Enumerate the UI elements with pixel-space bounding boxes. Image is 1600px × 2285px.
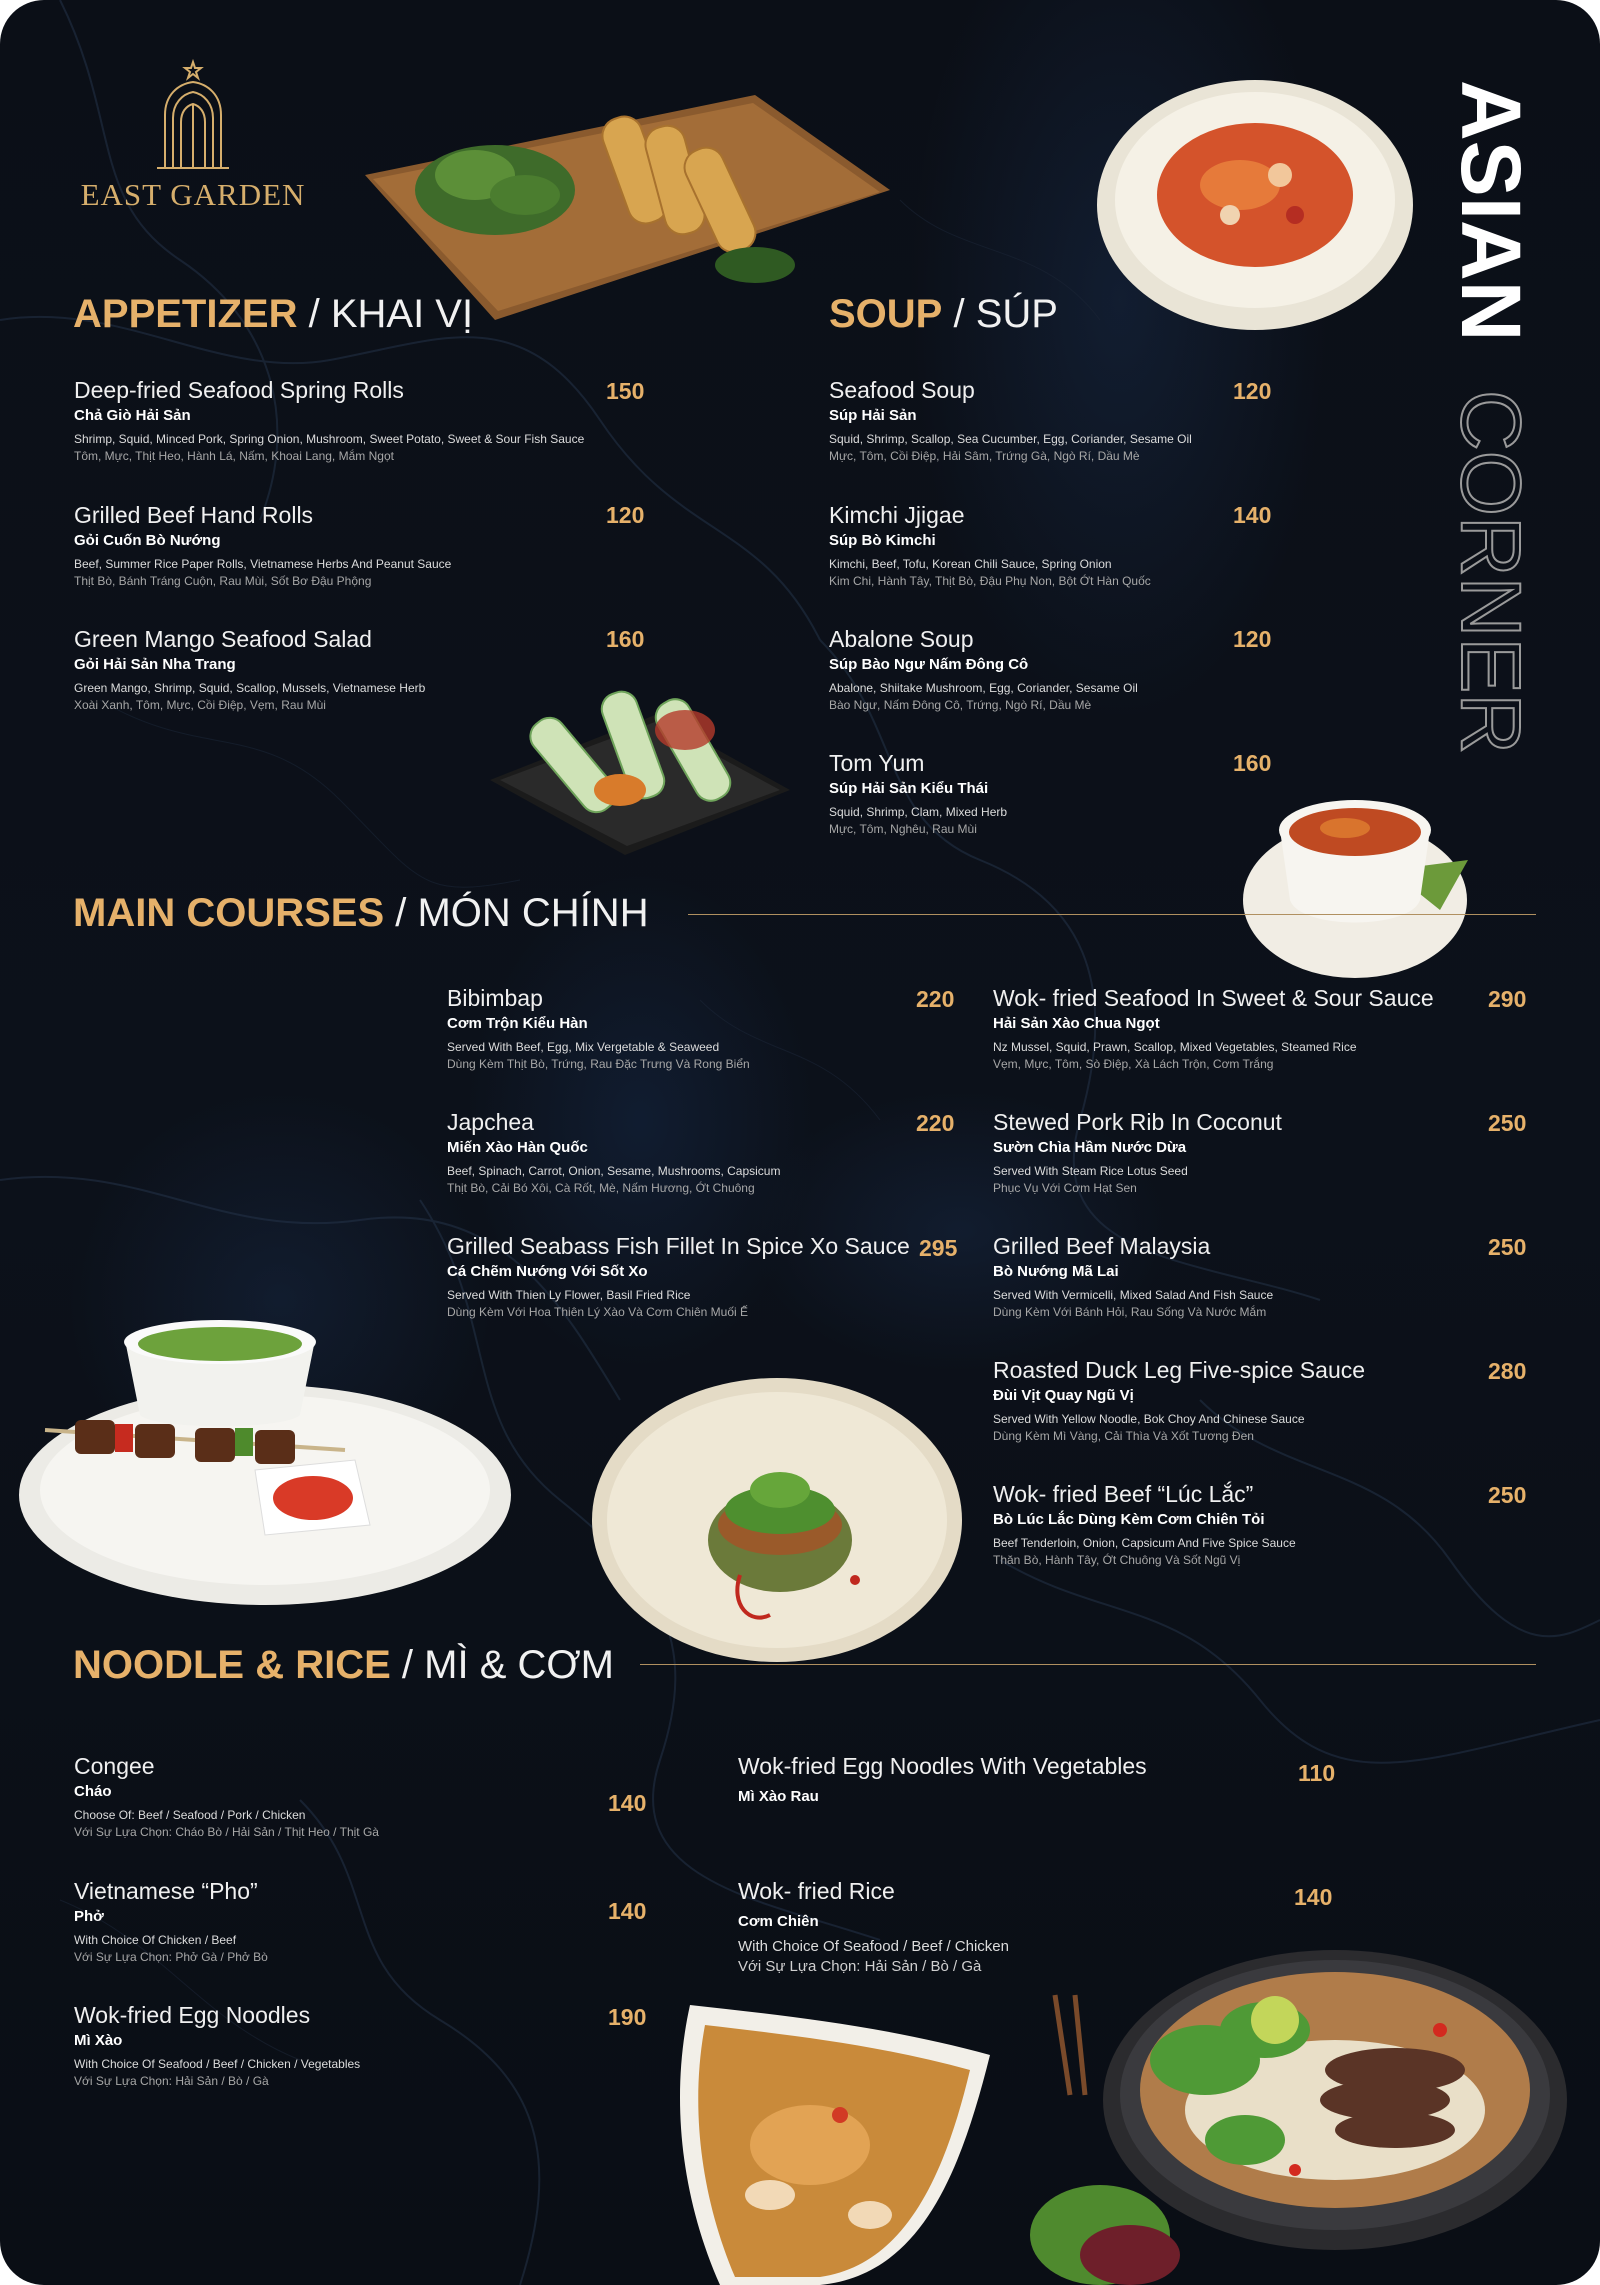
noodle-title: NOODLE & RICE <box>73 1643 391 1687</box>
item-name-vn: Súp Bào Ngư Nấm Đông Cô <box>829 656 1029 673</box>
menu-item-duck-leg <box>993 1357 1365 1443</box>
item-name-vn: Súp Hải Sản Kiểu Thái <box>829 780 989 797</box>
item-description-vn: Với Sự Lựa Chọn: Hải Sản / Bò / Gà <box>738 1958 982 1975</box>
main-title-vn: MÓN CHÍNH <box>417 891 649 935</box>
item-description: With Choice Of Seafood / Beef / Chicken / Vegetables <box>74 2057 361 2071</box>
appetizer-title: APPETIZER <box>73 292 298 336</box>
menu-item-mango-salad <box>74 626 425 712</box>
item-price: 250 <box>1488 1482 1527 1508</box>
appetizer-title-sep: / <box>297 292 331 336</box>
menu-item-egg-noodles <box>74 2002 360 2088</box>
item-price: 140 <box>1233 502 1272 528</box>
item-name-vn: Bò Nướng Mã Lai <box>993 1263 1119 1280</box>
item-name: Roasted Duck Leg Five-spice Sauce <box>993 1357 1366 1383</box>
item-description: Beef, Summer Rice Paper Rolls, Vietnamese Herbs And Peanut Sauce <box>74 557 452 571</box>
item-name-vn: Mì Xào Rau <box>738 1788 819 1805</box>
item-name-vn: Súp Hải Sản <box>829 407 917 424</box>
item-description: Abalone, Shiitake Mushroom, Egg, Coriander, Sesame Oil <box>829 681 1138 695</box>
item-name: Grilled Seabass Fish Fillet In Spice Xo Sauce <box>447 1233 910 1259</box>
item-price: 140 <box>608 1790 647 1816</box>
menu-item-sweet-sour-seafood <box>993 985 1434 1071</box>
vertical-title-bold: ASIAN <box>1444 80 1538 342</box>
item-price: 140 <box>608 1898 647 1924</box>
item-description: Served With Yellow Noodle, Bok Choy And Chinese Sauce <box>993 1412 1305 1426</box>
item-description: Squid, Shrimp, Scallop, Sea Cucumber, Egg, Coriander, Sesame Oil <box>829 432 1192 446</box>
soup-title-vn: SÚP <box>975 292 1058 336</box>
main-title: MAIN COURSES <box>73 891 385 935</box>
item-description-vn: Với Sự Lựa Chọn: Cháo Bò / Hải Sản / Thịt Heo / Thịt Gà <box>74 1825 379 1839</box>
item-name-vn: Cá Chẽm Nướng Với Sốt Xo <box>447 1263 648 1280</box>
menu-item-luc-lac <box>993 1481 1296 1567</box>
item-price: 220 <box>916 1110 955 1136</box>
item-description: Beef Tenderloin, Onion, Capsicum And Five Spice Sauce <box>993 1536 1296 1550</box>
vertical-title-light: CORNER <box>1444 390 1538 755</box>
menu-item-bibimbap <box>447 985 750 1071</box>
green-mango-salad-image <box>485 670 795 860</box>
item-description: Choose Of: Beef / Seafood / Pork / Chicken <box>74 1808 306 1822</box>
item-price: 120 <box>606 502 645 528</box>
item-description: Nz Mussel, Squid, Prawn, Scallop, Mixed Vegetables, Steamed Rice <box>993 1040 1357 1054</box>
item-name: Japchea <box>447 1109 534 1135</box>
item-description-vn: Phục Vụ Với Cơm Hạt Sen <box>993 1181 1137 1195</box>
main-courses-heading <box>73 891 649 936</box>
item-name: Wok-fried Egg Noodles <box>74 2002 311 2028</box>
item-price: 140 <box>1294 1884 1333 1910</box>
menu-item-pork-rib <box>993 1109 1282 1195</box>
menu-item-pho <box>74 1878 268 1964</box>
item-name-vn: Gỏi Cuốn Bò Nướng <box>74 532 221 549</box>
item-name-vn: Cơm Chiên <box>738 1913 819 1930</box>
tom-yum-bowl-image <box>1240 760 1470 980</box>
item-description: Served With Vermicelli, Mixed Salad And Fish Sauce <box>993 1288 1274 1302</box>
item-name: Wok- fried Seafood In Sweet & Sour Sauce <box>993 985 1434 1011</box>
item-name: Grilled Beef Hand Rolls <box>74 502 314 528</box>
item-description-vn: Xoài Xanh, Tôm, Mực, Cồi Điệp, Vẹm, Rau Mùi <box>74 698 326 712</box>
menu-item-congee <box>74 1753 379 1839</box>
seafood-soup-bowl-image <box>1090 65 1420 335</box>
menu-item-japchea <box>447 1109 780 1195</box>
appetizer-heading <box>73 292 473 337</box>
item-name-vn: Phở <box>74 1908 104 1925</box>
item-name: Grilled Beef Malaysia <box>993 1233 1211 1259</box>
item-name-vn: Mì Xào <box>74 2032 123 2049</box>
item-name-vn: Hải Sản Xào Chua Ngọt <box>993 1015 1160 1032</box>
item-name-vn: Gỏi Hải Sản Nha Trang <box>74 656 236 673</box>
item-name: Deep-fried Seafood Spring Rolls <box>74 377 404 403</box>
item-price: 220 <box>916 986 955 1012</box>
item-description-vn: Với Sự Lựa Chọn: Phở Gà / Phở Bò <box>74 1950 268 1964</box>
item-price: 160 <box>1233 750 1272 776</box>
item-price: 250 <box>1488 1234 1527 1260</box>
item-description-vn: Bào Ngư, Nấm Đông Cô, Trứng, Ngò Rí, Dầu Mè <box>829 698 1092 712</box>
menu-item-fried-rice <box>738 1878 1009 1975</box>
noodle-rice-heading <box>73 1643 614 1688</box>
spring-rolls-board-image <box>355 95 895 325</box>
item-description-vn: Dùng Kèm Với Hoa Thiên Lý Xào Và Cơm Chiên Muối Ế <box>447 1305 748 1319</box>
grilled-beef-skewers-image <box>15 1320 515 1610</box>
menu-item-noodles-vegetables <box>738 1753 1147 1805</box>
item-name-vn: Súp Bò Kimchi <box>829 532 936 549</box>
item-description: Served With Beef, Egg, Mix Vergetable & Seaweed <box>447 1040 720 1054</box>
item-name: Vietnamese “Pho” <box>74 1878 258 1904</box>
item-name-vn: Cháo <box>74 1783 112 1800</box>
item-name: Seafood Soup <box>829 377 975 403</box>
item-name: Kimchi Jjigae <box>829 502 965 528</box>
item-description: Shrimp, Squid, Minced Pork, Spring Onion, Mushroom, Sweet Potato, Sweet & Sour Fish Sauce <box>74 432 585 446</box>
item-description-vn: Dùng Kèm Thịt Bò, Trứng, Rau Đặc Trưng Và Rong Biển <box>447 1057 750 1071</box>
item-name: Congee <box>74 1753 155 1779</box>
item-name: Bibimbap <box>447 985 543 1011</box>
item-description: Beef, Spinach, Carrot, Onion, Sesame, Mushrooms, Capsicum <box>447 1164 781 1178</box>
menu-item-spring-rolls <box>74 377 584 463</box>
item-name-vn: Sườn Chìa Hầm Nước Dừa <box>993 1139 1187 1156</box>
item-name-vn: Chả Giò Hải Sản <box>74 407 191 424</box>
item-description: With Choice Of Chicken / Beef <box>74 1933 237 1947</box>
item-name: Abalone Soup <box>829 626 974 652</box>
item-description-vn: Dùng Kèm Mì Vàng, Cải Thìa Và Xốt Tương Đen <box>993 1429 1254 1443</box>
noodle-title-vn: MÌ & CƠM <box>424 1643 614 1687</box>
item-price: 290 <box>1488 986 1527 1012</box>
menu-item-abalone-soup <box>829 626 1138 712</box>
item-description-vn: Tôm, Mực, Thịt Heo, Hành Lá, Nấm, Khoai Lang, Mắm Ngọt <box>74 449 394 463</box>
main-title-sep: / <box>384 891 418 935</box>
item-name: Wok-fried Egg Noodles With Vegetables <box>738 1753 1147 1779</box>
item-description: Served With Thien Ly Flower, Basil Fried Rice <box>447 1288 691 1302</box>
item-price: 280 <box>1488 1358 1527 1384</box>
item-description-vn: Với Sự Lựa Chọn: Hải Sản / Bò / Gà <box>74 2074 269 2088</box>
item-name: Green Mango Seafood Salad <box>74 626 372 652</box>
menu-item-kimchi-jjigae <box>829 502 1151 588</box>
item-description-vn: Thịt Bò, Bánh Tráng Cuộn, Rau Mùi, Sốt Bơ Đậu Phộng <box>74 574 372 588</box>
menu-item-seafood-soup <box>829 377 1192 463</box>
item-price: 295 <box>919 1235 958 1261</box>
noodle-rice-divider <box>640 1664 1536 1665</box>
appetizer-title-vn: KHAI VỊ <box>330 292 474 336</box>
item-price: 150 <box>606 378 645 404</box>
item-description-vn: Thịt Bò, Cải Bó Xôi, Cà Rốt, Mè, Nấm Hương, Ớt Chuông <box>447 1181 755 1195</box>
main-courses-divider <box>688 914 1536 915</box>
menu-item-beef-hand-rolls <box>74 502 451 588</box>
item-name: Wok- fried Rice <box>738 1878 895 1904</box>
item-name-vn: Cơm Trộn Kiểu Hàn <box>447 1015 588 1032</box>
brand-logo <box>68 60 318 213</box>
item-description-vn: Mực, Tôm, Cồi Điệp, Hải Sâm, Trứng Gà, Ngò Rí, Dầu Mè <box>829 449 1140 463</box>
item-description-vn: Kim Chi, Hành Tây, Thịt Bò, Đậu Phụ Non, Bột Ớt Hàn Quốc <box>829 574 1151 588</box>
item-description-vn: Mực, Tôm, Nghêu, Rau Mùi <box>829 822 977 836</box>
item-description: Green Mango, Shrimp, Squid, Scallop, Mussels, Vietnamese Herb <box>74 681 426 695</box>
item-description: Served With Steam Rice Lotus Seed <box>993 1164 1188 1178</box>
menu-item-beef-malaysia <box>993 1233 1273 1319</box>
item-name-vn: Bò Lúc Lắc Dùng Kèm Cơm Chiên Tỏi <box>993 1511 1265 1528</box>
item-price: 190 <box>608 2004 647 2030</box>
noodle-title-sep: / <box>390 1643 425 1687</box>
soup-heading <box>829 292 1058 337</box>
item-price: 160 <box>606 626 645 652</box>
brand-wordmark: EAST GARDEN <box>80 177 306 212</box>
item-name: Stewed Pork Rib In Coconut <box>993 1109 1282 1135</box>
soup-title: SOUP <box>829 292 943 336</box>
item-price: 110 <box>1298 1760 1336 1786</box>
item-description-vn: Vẹm, Mực, Tôm, Sò Điệp, Xà Lách Trộn, Cơm Trắng <box>993 1057 1274 1071</box>
item-name: Tom Yum <box>829 750 925 776</box>
gate-emblem-icon <box>143 60 243 170</box>
grilled-seabass-plate-image <box>590 1375 965 1665</box>
menu-item-tom-yum <box>829 750 1007 836</box>
vertical-title <box>1444 70 1538 830</box>
item-description: With Choice Of Seafood / Beef / Chicken <box>738 1938 1009 1955</box>
item-price: 120 <box>1233 378 1272 404</box>
item-name-vn: Đùi Vịt Quay Ngũ Vị <box>993 1387 1134 1404</box>
item-description-vn: Thăn Bò, Hành Tây, Ớt Chuông Và Sốt Ngũ Vị <box>993 1553 1241 1567</box>
item-description: Squid, Shrimp, Clam, Mixed Herb <box>829 805 1008 819</box>
item-description: Kimchi, Beef, Tofu, Korean Chili Sauce, Spring Onion <box>829 557 1112 571</box>
soup-title-sep: / <box>942 292 976 336</box>
menu-item-seabass <box>447 1233 910 1319</box>
item-description-vn: Dùng Kèm Với Bánh Hỏi, Rau Sống Và Nước Mắm <box>993 1305 1267 1319</box>
item-name-vn: Miến Xào Hàn Quốc <box>447 1139 588 1156</box>
item-price: 120 <box>1233 626 1272 652</box>
item-name: Wok- fried Beef “Lúc Lắc” <box>993 1481 1254 1507</box>
pho-bowl-image <box>1095 1940 1575 2285</box>
item-price: 250 <box>1488 1110 1527 1136</box>
